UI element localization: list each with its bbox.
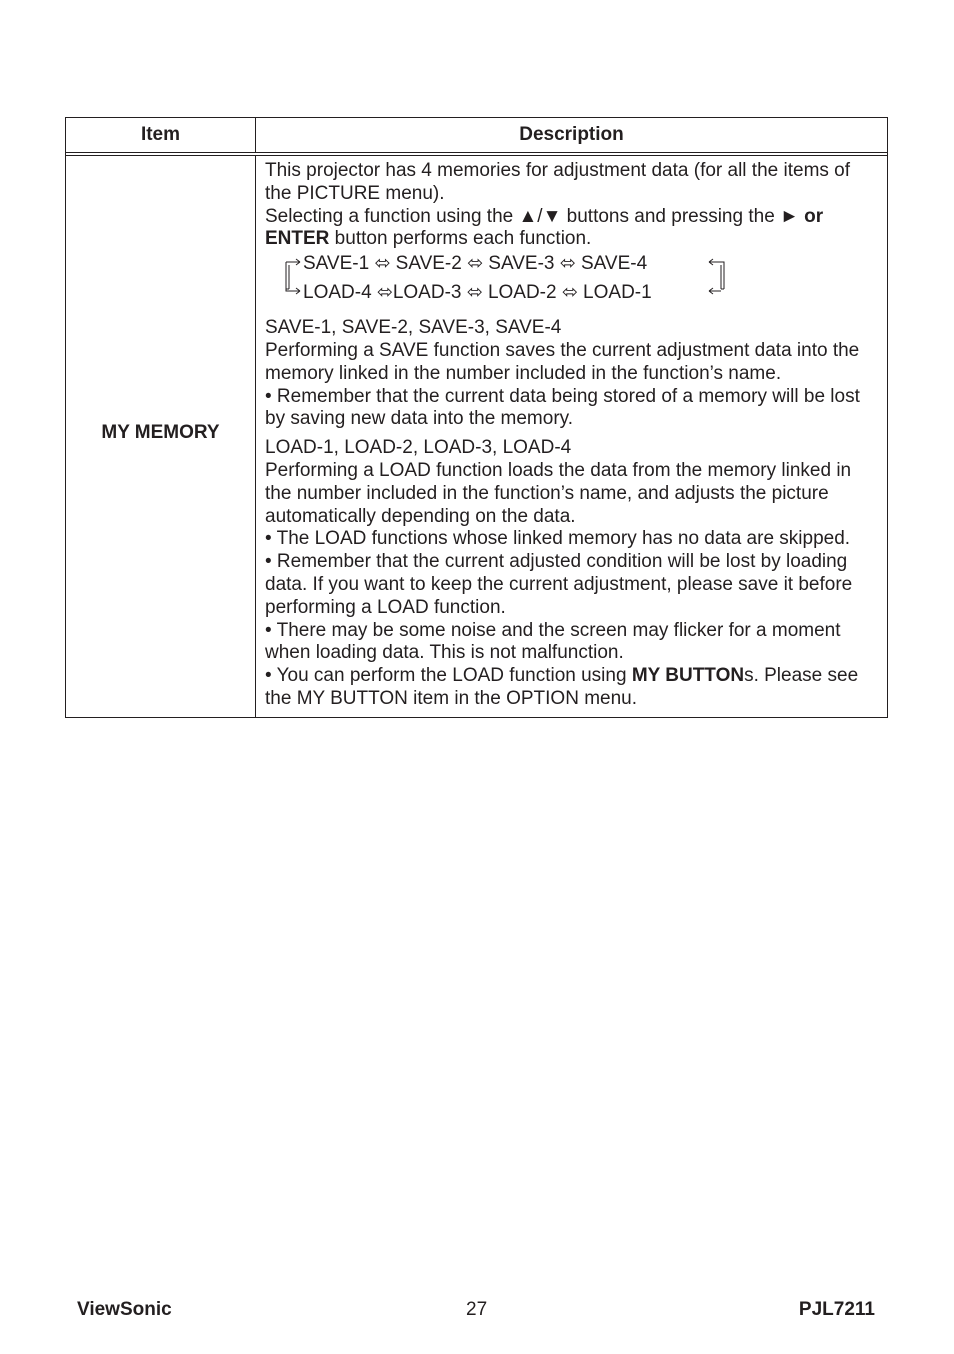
select-text-enter: ENTER xyxy=(265,228,330,250)
item-description xyxy=(256,156,887,717)
diagram-load-line: LOAD-4 ⬄LOAD-3 ⬄ LOAD-2 ⬄ LOAD-1 xyxy=(303,282,652,304)
table-row xyxy=(66,156,887,717)
load-note-3: • There may be some noise and the screen may flicker for a moment when loading data. This is not malfunction. xyxy=(265,619,841,664)
save-description: Performing a SAVE function saves the current adjustment data into the memory linked in the number included in the function’s name. xyxy=(265,339,860,384)
load-note-2: • Remember that the current adjusted condition will be lost by loading data. If you want to keep the current adjustment, please save it before performing a LOAD function. xyxy=(265,551,853,618)
memory-cycle-diagram xyxy=(265,253,877,313)
load-note-4-b: s. Please see the MY BUTTON item in the OPTION menu. xyxy=(265,665,859,709)
header-item: Item xyxy=(66,118,256,152)
select-text xyxy=(265,206,877,252)
load-note-4-bold: MY BUTTON xyxy=(631,665,745,687)
footer-brand: ViewSonic xyxy=(77,1299,172,1320)
diagram-save-line: SAVE-1 ⬄ SAVE-2 ⬄ SAVE-3 ⬄ SAVE-4 xyxy=(303,253,648,275)
save-note: • Remember that the current data being stored of a memory will be lost by saving new data into the memory. xyxy=(265,385,860,430)
select-text-a: Selecting a function using the ▲/▼ buttons and pressing the ► xyxy=(265,205,805,227)
select-text-or: or xyxy=(804,205,824,227)
load-note-4 xyxy=(265,665,877,711)
header-description: Description xyxy=(519,124,624,145)
load-description: Performing a LOAD function loads the data from the memory linked in the number included in the function’s name, and adjusts the picture automatically depending on the data. xyxy=(265,459,852,527)
select-text-b: button performs each function. xyxy=(329,228,592,250)
load-title: LOAD-1, LOAD-2, LOAD-3, LOAD-4 xyxy=(265,437,572,459)
load-note-4-a: • You can perform the LOAD function using xyxy=(265,665,632,687)
item-name: MY MEMORY xyxy=(66,156,256,717)
save-title: SAVE-1, SAVE-2, SAVE-3, SAVE-4 xyxy=(265,317,562,339)
spec-table xyxy=(65,117,888,718)
footer-model: PJL7211 xyxy=(798,1299,875,1320)
intro-text: This projector has 4 memories for adjustment data (for all the items of the PICTURE menu). xyxy=(265,160,851,204)
load-note-1: • The LOAD functions whose linked memory has no data are skipped. xyxy=(265,528,851,550)
footer-page-number: 27 xyxy=(466,1299,488,1320)
table-header xyxy=(66,118,887,153)
